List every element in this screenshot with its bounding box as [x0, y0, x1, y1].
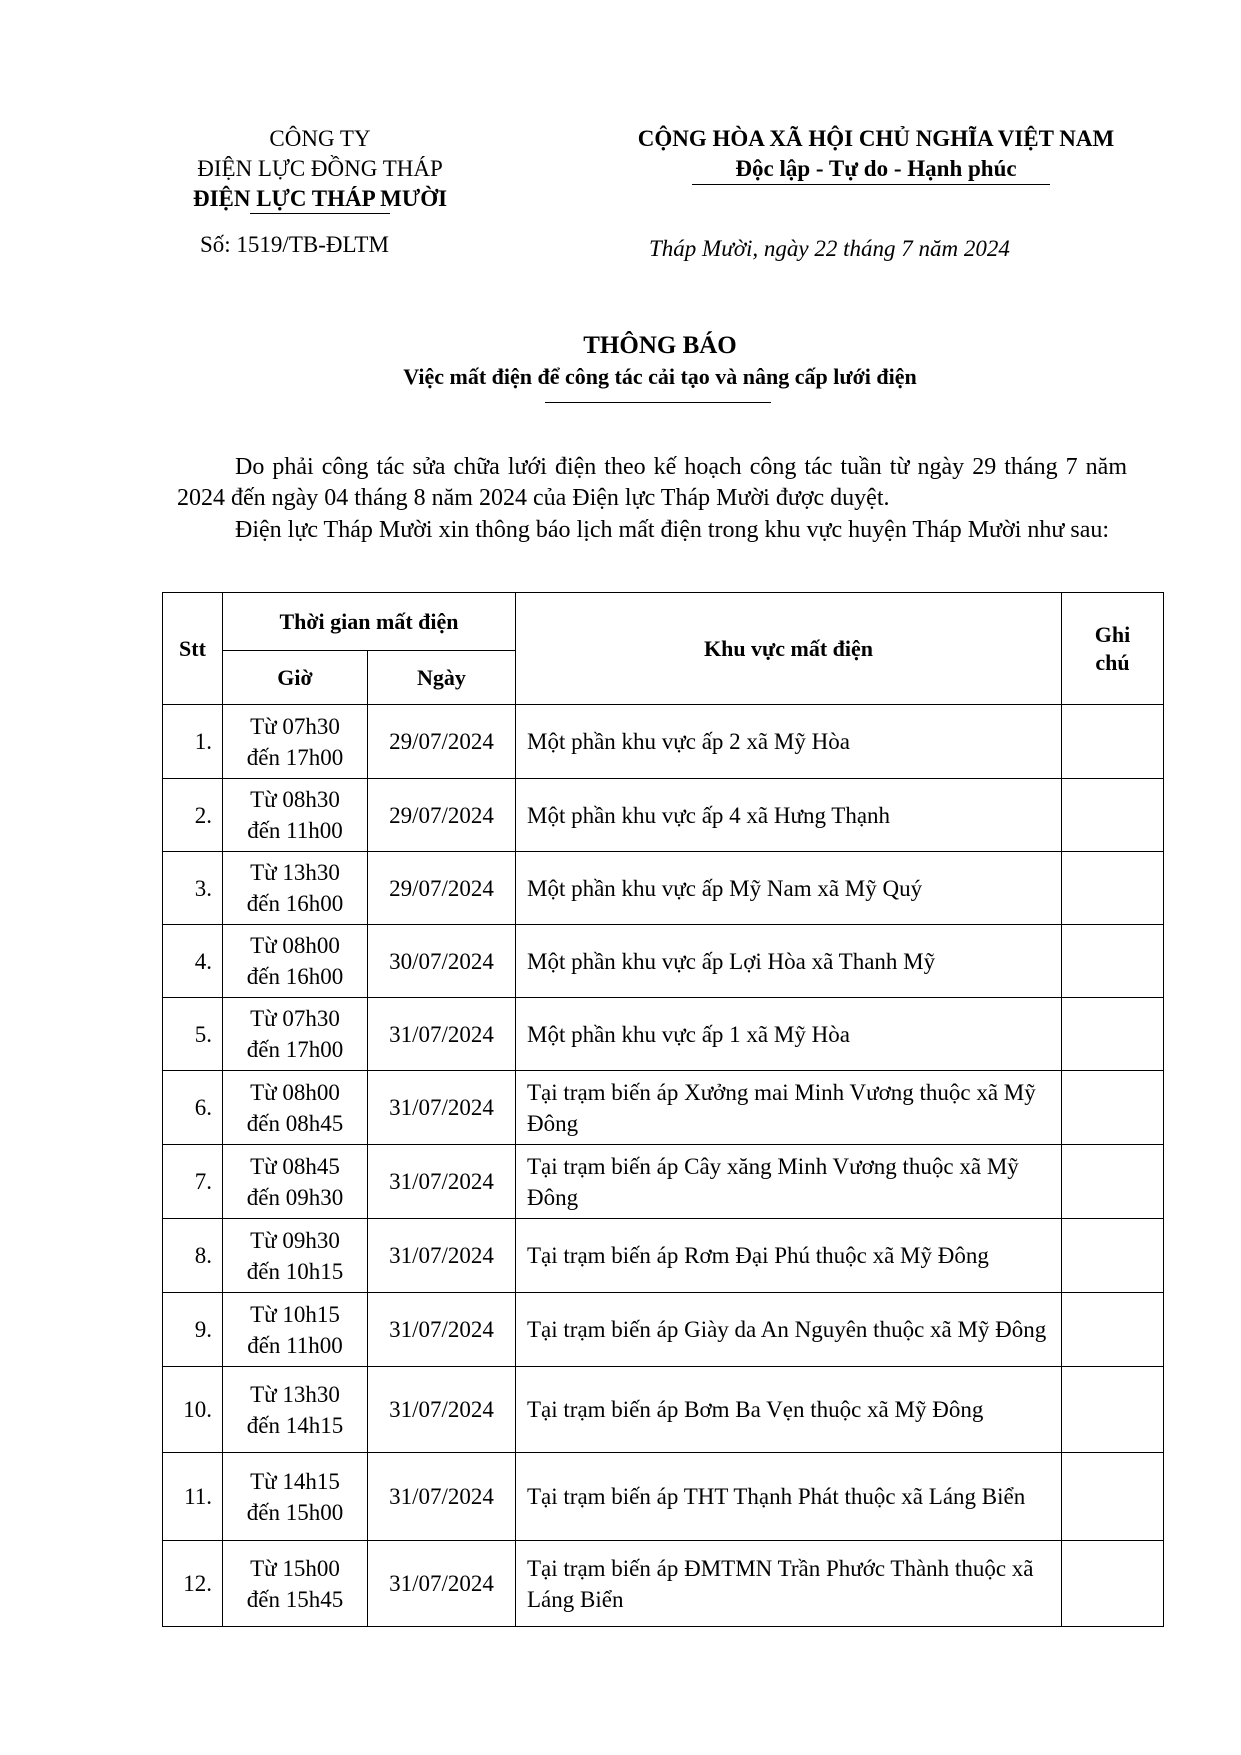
- row-time-line: Từ 08h45: [250, 1153, 340, 1179]
- row-date: 31/07/2024: [368, 1541, 516, 1627]
- schedule-intro-paragraph: Điện lực Tháp Mười xin thông báo lịch mất điện trong khu vực huyện Tháp Mười như sau:: [235, 517, 1110, 543]
- row-time-line: Từ 13h30: [250, 1381, 340, 1407]
- row-note: [1062, 1453, 1164, 1541]
- row-area: Tại trạm biến áp THT Thạnh Phát thuộc xã Láng Biển: [516, 1453, 1062, 1541]
- row-date: 29/07/2024: [368, 705, 516, 779]
- table-row: [163, 1293, 1164, 1367]
- row-time-line: Từ 07h30: [250, 713, 340, 739]
- row-date: 30/07/2024: [368, 925, 516, 998]
- row-time: [223, 998, 368, 1071]
- row-time-line: đến 11h00: [247, 1332, 343, 1358]
- table-row: [163, 925, 1164, 998]
- row-stt: 8.: [163, 1219, 223, 1293]
- intro-paragraph: Do phải công tác sửa chữa lưới điện theo kế hoạch công tác tuần từ ngày 29 tháng 7 năm 2024 đến ngày 04 tháng 8 năm 2024 của Điện lực Tháp Mười được duyệt.: [177, 454, 1127, 511]
- row-note: [1062, 852, 1164, 925]
- row-date: 29/07/2024: [368, 852, 516, 925]
- row-time-line: đến 08h45: [246, 1110, 344, 1136]
- row-time: [223, 1145, 368, 1219]
- row-time-line: đến 15h45: [246, 1586, 344, 1612]
- row-date: 31/07/2024: [368, 998, 516, 1071]
- row-time-line: đến 14h15: [246, 1412, 344, 1438]
- row-area: Một phần khu vực ấp Lợi Hòa xã Thanh Mỹ: [516, 925, 1062, 998]
- row-area: Tại trạm biến áp Xưởng mai Minh Vương thuộc xã Mỹ Đông: [516, 1071, 1062, 1145]
- row-time: [223, 1219, 368, 1293]
- header-area: Khu vực mất điện: [516, 593, 1062, 705]
- row-time: [223, 925, 368, 998]
- row-time-line: đến 11h00: [247, 818, 343, 843]
- table-row: [163, 1453, 1164, 1541]
- row-stt: 7.: [163, 1145, 223, 1219]
- row-stt: 10.: [163, 1367, 223, 1453]
- row-time-line: Từ 14h15: [250, 1468, 340, 1494]
- row-area: Tại trạm biến áp Giày da An Nguyên thuộc xã Mỹ Đông: [516, 1293, 1062, 1367]
- motto-underline: [692, 184, 1050, 185]
- header-gio: Giờ: [223, 651, 368, 705]
- national-motto: Độc lập - Tự do - Hạnh phúc: [735, 156, 1017, 181]
- row-area: Một phần khu vực ấp 4 xã Hưng Thạnh: [516, 779, 1062, 852]
- row-note: [1062, 1219, 1164, 1293]
- row-area: Tại trạm biến áp ĐMTMN Trần Phước Thành thuộc xã Láng Biển: [516, 1541, 1062, 1627]
- row-note: [1062, 1541, 1164, 1627]
- header-stt: Stt: [163, 593, 223, 705]
- row-area: Một phần khu vực ấp 1 xã Mỹ Hòa: [516, 998, 1062, 1071]
- row-date: 29/07/2024: [368, 779, 516, 852]
- subtitle-underline: [545, 402, 771, 403]
- row-time-line: Từ 09h30: [250, 1227, 340, 1253]
- row-note: [1062, 1145, 1164, 1219]
- row-time-line: Từ 08h30: [250, 787, 340, 812]
- row-stt: 4.: [163, 925, 223, 998]
- row-date: 31/07/2024: [368, 1453, 516, 1541]
- row-area: Tại trạm biến áp Cây xăng Minh Vương thuộc xã Mỹ Đông: [516, 1145, 1062, 1219]
- row-stt: 1.: [163, 705, 223, 779]
- row-note: [1062, 925, 1164, 998]
- table-row: [163, 1541, 1164, 1627]
- header-ngay: Ngày: [368, 651, 516, 705]
- row-date: 31/07/2024: [368, 1145, 516, 1219]
- row-time-line: đến 16h00: [246, 891, 344, 916]
- row-stt: 9.: [163, 1293, 223, 1367]
- row-time-line: đến 17h00: [246, 1037, 344, 1062]
- row-stt: 2.: [163, 779, 223, 852]
- issue-date: Tháp Mười, ngày 22 tháng 7 năm 2024: [649, 236, 1010, 261]
- outage-schedule-table: [162, 592, 1164, 1627]
- row-time: [223, 1071, 368, 1145]
- issuer-block: [160, 124, 480, 214]
- row-note: [1062, 1293, 1164, 1367]
- issuer-company: CÔNG TY: [269, 126, 371, 151]
- row-area: Tại trạm biến áp Rơm Đại Phú thuộc xã Mỹ Đông: [516, 1219, 1062, 1293]
- row-stt: 5.: [163, 998, 223, 1071]
- row-area: Một phần khu vực ấp 2 xã Mỹ Hòa: [516, 705, 1062, 779]
- row-note: [1062, 705, 1164, 779]
- notice-title: THÔNG BÁO: [583, 332, 737, 359]
- issuer-underline: [250, 213, 390, 214]
- notice-subtitle: Việc mất điện để công tác cải tạo và nâng cấp lưới điện: [403, 364, 917, 389]
- row-time-line: Từ 07h30: [250, 1006, 340, 1031]
- row-time: [223, 779, 368, 852]
- row-time-line: Từ 15h00: [250, 1555, 340, 1581]
- row-time-line: đến 10h15: [246, 1258, 344, 1284]
- row-stt: 11.: [163, 1453, 223, 1541]
- row-note: [1062, 779, 1164, 852]
- row-time: [223, 852, 368, 925]
- header-time-group: Thời gian mất điện: [223, 593, 516, 651]
- row-time-line: Từ 10h15: [250, 1301, 340, 1327]
- row-time-line: Từ 13h30: [250, 860, 340, 885]
- table-row: [163, 998, 1164, 1071]
- row-time: [223, 1293, 368, 1367]
- row-note: [1062, 1367, 1164, 1453]
- row-area: Một phần khu vực ấp Mỹ Nam xã Mỹ Quý: [516, 852, 1062, 925]
- row-time: [223, 705, 368, 779]
- table-row: [163, 1219, 1164, 1293]
- row-note: [1062, 1071, 1164, 1145]
- row-stt: 6.: [163, 1071, 223, 1145]
- row-time-line: đến 17h00: [246, 744, 344, 770]
- row-date: 31/07/2024: [368, 1071, 516, 1145]
- table-row: [163, 779, 1164, 852]
- row-time-line: Từ 08h00: [250, 1079, 340, 1105]
- row-time-line: đến 09h30: [246, 1184, 344, 1210]
- row-time: [223, 1367, 368, 1453]
- table-row: [163, 1145, 1164, 1219]
- row-date: 31/07/2024: [368, 1367, 516, 1453]
- table-row: [163, 705, 1164, 779]
- row-time-line: Từ 08h00: [250, 933, 340, 958]
- issuer-parent: ĐIỆN LỰC ĐỒNG THÁP: [197, 156, 443, 181]
- table-row: [163, 1071, 1164, 1145]
- table-row: [163, 852, 1164, 925]
- header-note: Ghi chú: [1062, 593, 1164, 705]
- national-header: [566, 124, 1186, 184]
- national-title: CỘNG HÒA XÃ HỘI CHỦ NGHĨA VIỆT NAM: [637, 126, 1115, 151]
- row-time-line: đến 15h00: [246, 1499, 344, 1525]
- row-stt: 12.: [163, 1541, 223, 1627]
- row-date: 31/07/2024: [368, 1219, 516, 1293]
- table-row: [163, 1367, 1164, 1453]
- row-time: [223, 1453, 368, 1541]
- row-time-line: đến 16h00: [246, 964, 344, 989]
- row-area: Tại trạm biến áp Bơm Ba Vẹn thuộc xã Mỹ Đông: [516, 1367, 1062, 1453]
- row-date: 31/07/2024: [368, 1293, 516, 1367]
- issuer-unit: ĐIỆN LỰC THÁP MƯỜI: [192, 186, 448, 211]
- row-time: [223, 1541, 368, 1627]
- row-note: [1062, 998, 1164, 1071]
- document-number: Số: 1519/TB-ĐLTM: [200, 232, 389, 257]
- row-stt: 3.: [163, 852, 223, 925]
